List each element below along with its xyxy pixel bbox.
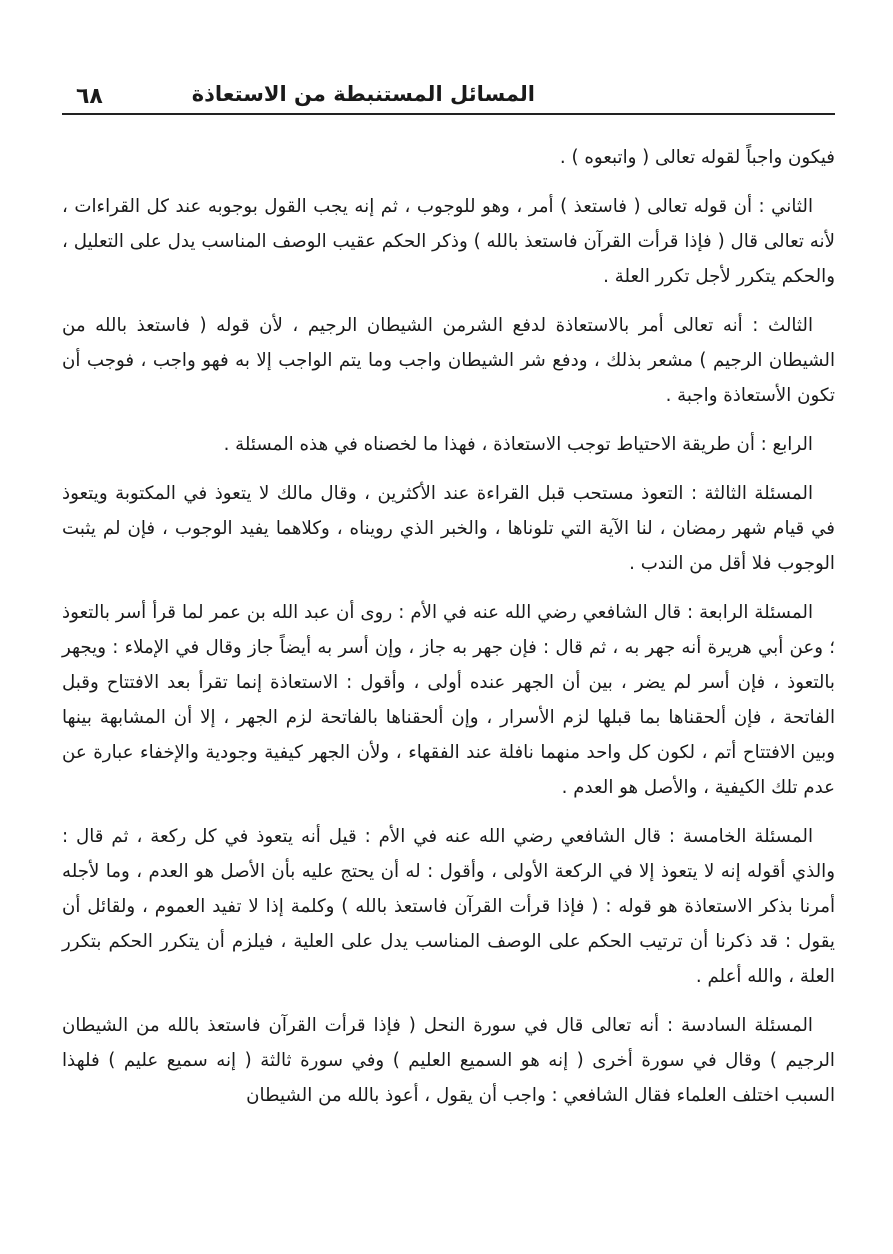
header-divider	[62, 113, 835, 115]
paragraph-5: المسئلة الثالثة : التعوذ مستحب قبل القراءة عند الأكثرين ، وقال مالك لا يتعوذ في المكتوبة ويتعوذ في قيام شهر رمضان ، لنا الآية التي تلوناها ، والخبر الذي رويناه ، وكلاهما يفيد الوجوب ، فإن لم يثبت الوجوب فلا أقل من الندب .	[62, 483, 835, 574]
page-header	[62, 82, 835, 114]
paragraph-3: الثالث : أنه تعالى أمر بالاستعاذة لدفع الشرمن الشيطان الرجيم ، لأن قوله ( فاستعذ بالله من الشيطان الرجيم ) مشعر بذلك ، ودفع شر الشيطان واجب وما يتم الواجب إلا به فهو واجب ، فوجب أن تكون الأستعاذة واجبة .	[62, 315, 835, 406]
paragraph-2: الثاني : أن قوله تعالى ( فاستعذ ) أمر ، وهو للوجوب ، ثم إنه يجب القول بوجوبه عند كل القراءات ، لأنه تعالى قال ( فإذا قرأت القرآن فاستعذ بالله ) وذكر الحكم عقيب الوصف المناسب يدل على التعليل ، والحكم يتكرر لأجل تكرر العلة .	[62, 196, 835, 287]
paragraph-1: فيكون واجباً لقوله تعالى ( واتبعوه ) .	[559, 147, 835, 168]
running-title: المسائل المستنبطة من الاستعاذة	[191, 82, 535, 106]
body-text	[62, 140, 835, 1127]
paragraph-4: الرابع : أن طريقة الاحتياط توجب الاستعاذة ، فهذا ما لخصناه في هذه المسئلة .	[223, 434, 813, 455]
paragraph-7: المسئلة الخامسة : قال الشافعي رضي الله عنه في الأم : قيل أنه يتعوذ في كل ركعة ، ثم قال : والذي أقوله إنه لا يتعوذ إلا في الركعة الأولى ، وأقول : له أن يحتج عليه بأن الأصل هو العدم ، وما لأجله أمرنا بذكر الاستعاذة هو قوله : ( فإذا قرأت القرآن فاستعذ بالله ) وكلمة إذا لا تفيد العموم ، ولقائل أن يقول : قد ذكرنا أن ترتيب الحكم على الوصف المناسب يدل على العلية ، فيلزم أن يتكرر الحكم بتكرر العلة ، والله أعلم .	[62, 826, 835, 987]
page-number: ٦٨	[76, 84, 103, 109]
paragraph-6: المسئلة الرابعة : قال الشافعي رضي الله عنه في الأم : روى أن عبد الله بن عمر لما قرأ أسر بالتعوذ ؛ وعن أبي هريرة أنه جهر به ، ثم قال : فإن جهر به جاز ، وإن أسر به أيضاً جاز وقال في الإملاء : ويجهر بالتعوذ ، فإن أسر لم يضر ، بين أن الجهر عنده أولى ، وأقول : الاستعاذة إنما تقرأ بعد الافتتاح وقبل الفاتحة ، فإن ألحقناها بما قبلها لزم الأسرار ، وإن ألحقناها بالفاتحة لزم الجهر ، إلا أن المشابهة بينها وبين الافتتاح أتم ، لكون كل واحد منهما نافلة عند الفقهاء ، ولأن الجهر كيفية وجودية والإخفاء عبارة عن عدم تلك الكيفية ، والأصل هو العدم .	[62, 602, 835, 798]
paragraph-8: المسئلة السادسة : أنه تعالى قال في سورة النحل ( فإذا قرأت القرآن فاستعذ بالله من الشيطان الرجيم ) وقال في سورة أخرى ( إنه هو السميع العليم ) وفي سورة ثالثة ( إنه سميع عليم ) فلهذا السبب اختلف العلماء فقال الشافعي : واجب أن يقول ، أعوذ بالله من الشيطان	[62, 1015, 835, 1106]
book-page	[62, 0, 835, 1254]
